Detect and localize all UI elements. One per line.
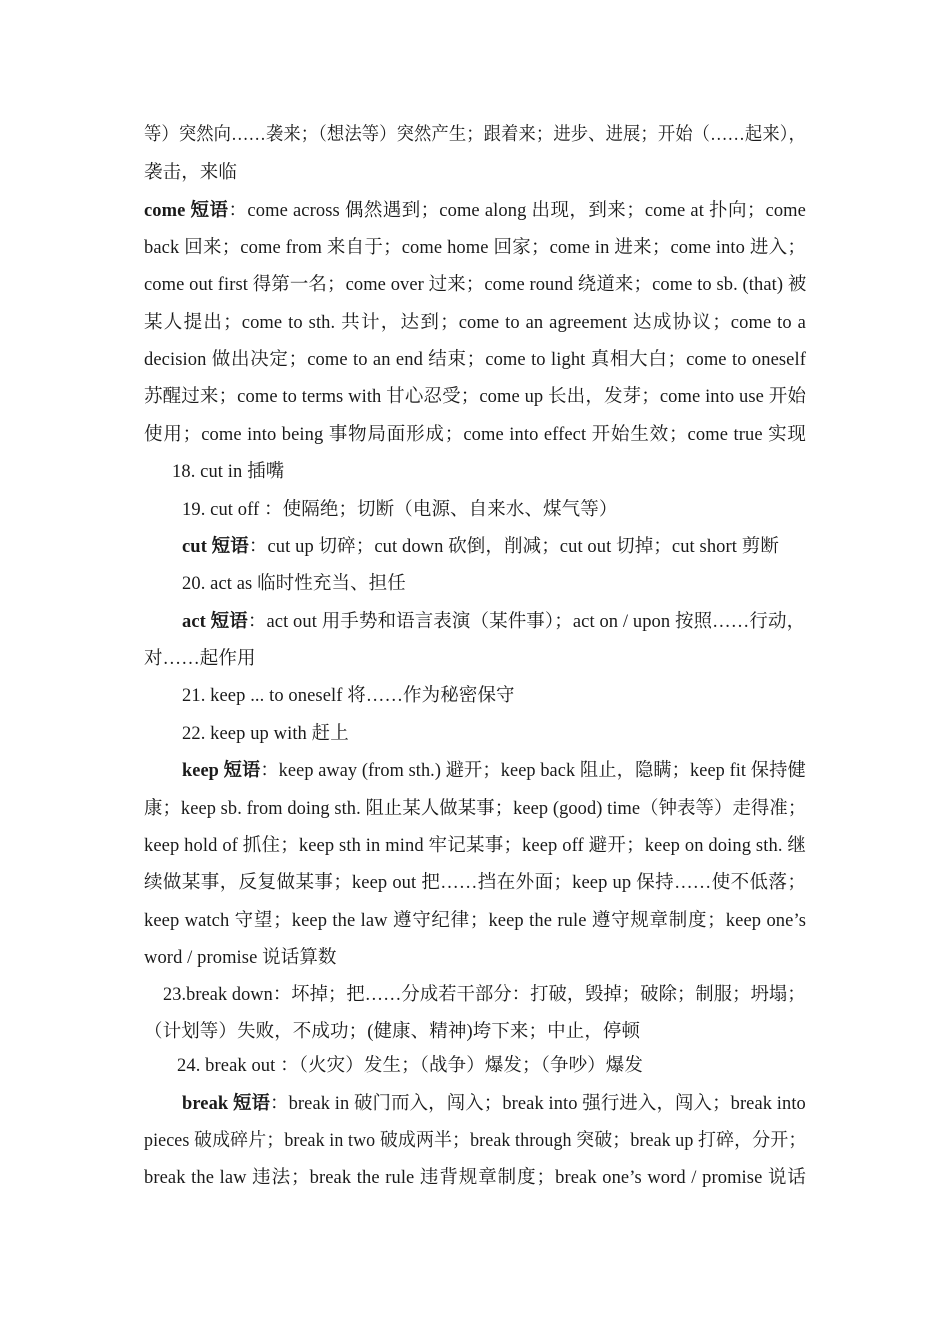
text-line: come out first 得第一名；come over 过来；come round 绕道来；come to sb. (that) 被 [144, 275, 807, 295]
item-20: 20. act as 临时性充当、担任 [182, 574, 406, 594]
text-line: 对……起作用 [144, 649, 256, 669]
come-phrases-line [144, 199, 806, 223]
cut-phrases-line [182, 535, 779, 559]
break-phrases-line [182, 1092, 806, 1116]
text-line: 某人提出；come to sth. 共计，达到；come to an agreement 达成协议；come to a [144, 313, 806, 333]
text-line: 袭击，来临 [144, 163, 238, 183]
text-line: 康；keep sb. from doing sth. 阻止某人做某事；keep (good) time（钟表等）走得准； [144, 799, 807, 819]
text-line: word / promise 说话算数 [144, 948, 337, 968]
text-line: 苏醒过来；come to terms with 甘心忍受；come up 长出，发芽；come into use 开始 [144, 387, 806, 407]
act-phrases-text: ：act out 用手势和语言表演（某件事）；act on / upon 按照……行动， [247, 612, 806, 632]
text-line: keep hold of 抓住；keep sth in mind 牢记某事；keep off 避开；keep on doing sth. 继 [144, 836, 806, 856]
act-phrases-term: act 短语 [182, 612, 248, 632]
come-phrases-term: come 短语 [144, 201, 229, 221]
item-24: 24. break out ：（火灾）发生；（战争）爆发；（争吵）爆发 [177, 1056, 643, 1076]
text-line: back 回来；come from 来自于；come home 回家；come in 进来；come into 进入； [144, 238, 806, 258]
text-line: keep watch 守望；keep the law 遵守纪律；keep the rule 遵守规章制度；keep one’s [144, 911, 806, 931]
item-21: 21. keep ... to oneself 将……作为秘密保守 [182, 686, 515, 706]
act-phrases-line [182, 610, 805, 634]
break-phrases-text: ：break in 破门而入，闯入；break into 强行进入，闯入；break into [270, 1094, 806, 1114]
text-line: decision 做出决定；come to an end 结束；come to light 真相大白；come to oneself [144, 350, 806, 370]
item-22: 22. keep up with 赶上 [182, 724, 349, 744]
cut-phrases-text: ：cut up 切碎；cut down 砍倒，削减；cut out 切掉；cut short 剪断 [248, 537, 779, 557]
break-phrases-term: break 短语 [182, 1094, 271, 1114]
text-line: 等）突然向……袭来；（想法等）突然产生；跟着来；进步、进展；开始（……起来）， [144, 125, 806, 145]
item-19: 19. cut off ：使隔绝；切断（电源、自来水、煤气等） [182, 500, 618, 520]
text-line: break the law 违法；break the rule 违背规章制度；break one’s word / promise 说话 [144, 1168, 806, 1188]
keep-phrases-line [182, 759, 806, 783]
item-18: 18. cut in 插嘴 [172, 462, 285, 482]
text-line: （计划等）失败，不成功；(健康、精神)垮下来；中止，停顿 [144, 1022, 641, 1042]
text-line: 使用；come into being 事物局面形成；come into effect 开始生效；come true 实现 [144, 425, 806, 445]
item-23: 23.break down：坏掉；把……分成若干部分：打破，毁掉；破除；制服；坍塌； [163, 985, 806, 1005]
cut-phrases-term: cut 短语 [182, 537, 249, 557]
come-phrases-text: ：come across 偶然遇到；come along 出现，到来；come at 扑向；come [228, 201, 806, 221]
text-line: 续做某事，反复做某事；keep out 把……挡在外面；keep up 保持……使不低落； [144, 873, 806, 893]
text-line: pieces 破成碎片；break in two 破成两半；break through 突破；break up 打碎，分开； [144, 1131, 807, 1151]
keep-phrases-text: ：keep away (from sth.) 避开；keep back 阻止，隐瞒；keep fit 保持健 [260, 761, 806, 781]
keep-phrases-term: keep 短语 [182, 761, 261, 781]
